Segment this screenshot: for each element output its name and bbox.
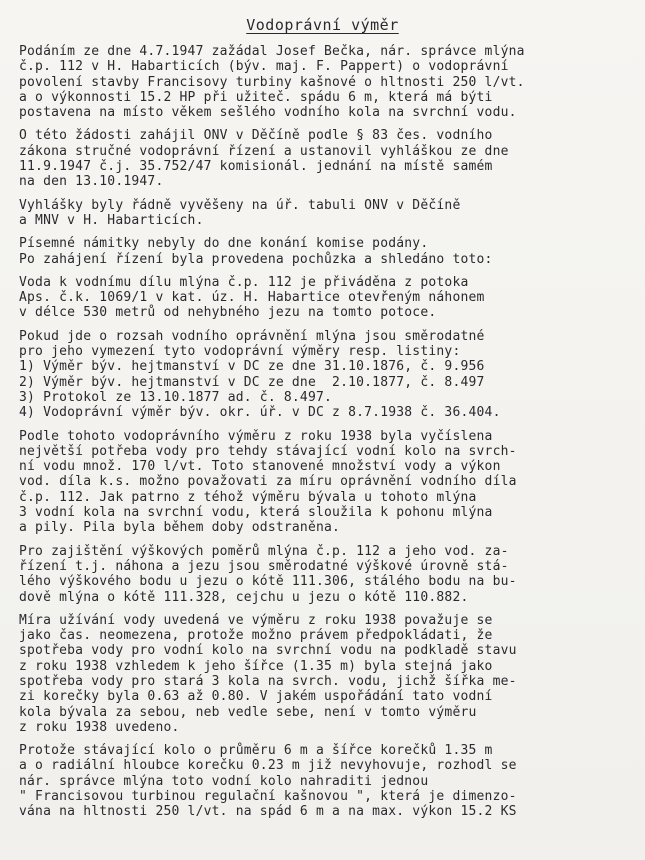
text-line: Podle tohoto vodoprávního výměru z roku 1938 byla vyčíslena xyxy=(19,428,493,444)
text-line: 4) Vodoprávní výměr býv. okr. úř. v DC z 8.7.1938 č. 36.404. xyxy=(19,405,501,421)
text-line: řízení t.j. náhona a jezu jsou směrodatné výškové úrovně stá- xyxy=(19,558,509,574)
text-line: Písemné námitky nebyly do dne konání komise podány. xyxy=(19,236,429,252)
document-title xyxy=(0,16,645,34)
text-line: nár. správce mlýna toto vodní kolo nahraditi jednou xyxy=(19,773,429,789)
text-line: Voda k vodnímu dílu mlýna č.p. 112 je přiváděna z potoka xyxy=(19,274,469,290)
paragraph xyxy=(19,236,629,267)
text-line: dově mlýna o kótě 111.328, cejchu u jezu o kótě 110.882. xyxy=(19,589,469,605)
text-line: Aps. č.k. 1069/1 v kat. úz. H. Habartice otevřeným náhonem xyxy=(19,290,485,306)
text-line: a MNV v H. Habarticích. xyxy=(19,212,204,228)
text-line: vod. díla k.s. možno považovati za míru oprávnění vodního díla xyxy=(19,474,517,490)
text-line: z roku 1938 uvedeno. xyxy=(19,719,180,735)
document-body xyxy=(19,44,629,828)
text-line: Vyhlášky byly řádně vyvěšeny na úř. tabuli ONV v Děčíně xyxy=(19,197,461,213)
text-line: v délce 530 metrů od nehybného jezu na tomto potoce. xyxy=(19,305,437,321)
text-line: Pro zajištění výškových poměrů mlýna č.p. 112 a jeho vod. za- xyxy=(19,543,509,559)
paragraph xyxy=(19,198,629,229)
text-line: a o výkonnosti 15.2 HP při užiteč. spádu 6 m, která má býti xyxy=(19,89,493,105)
text-line: a pily. Pila byla během doby odstraněna. xyxy=(19,520,341,536)
text-line: Míra užívání vody uvedená ve výměru z roku 1938 považuje se xyxy=(19,612,493,628)
text-line: O této žádosti zahájil ONV v Děčíně podle § 83 čes. vodního xyxy=(19,128,493,144)
paragraph xyxy=(19,329,629,421)
paragraph xyxy=(19,275,629,321)
text-line: Protože stávající kolo o průměru 6 m a šířce korečků 1.35 m xyxy=(19,743,493,759)
text-line: největší potřeba vody pro tehdy stávající vodní kolo na svrch- xyxy=(19,443,517,459)
text-line: jako čas. neomezena, protože možno právem předpokládati, že xyxy=(19,628,493,644)
text-line: kola bývala za sebou, neb vedle sebe, není v tomto výměru xyxy=(19,704,477,720)
paragraph xyxy=(19,613,629,735)
paragraph xyxy=(19,128,629,189)
text-line: Po zahájení řízení byla provedena pochůzka a shledáno toto: xyxy=(19,251,493,267)
text-line: 3 vodní kola na svrchní vodu, která sloužila k pohonu mlýna xyxy=(19,505,493,521)
text-line: 2) Výměr býv. hejtmanství v DC ze dne 2.10.1877, č. 8.497 xyxy=(19,374,485,390)
text-line: vána na hltnosti 250 l/vt. na spád 6 m a na max. výkon 15.2 KS xyxy=(19,804,517,820)
paragraph xyxy=(19,429,629,536)
text-line: z roku 1938 vzhledem k jeho šířce (1.35 m) byla stejná jako xyxy=(19,658,493,674)
text-line: 1) Výměr býv. hejtmanství v DC ze dne 31.10.1876, č. 9.956 xyxy=(19,359,485,375)
text-line: zi korečky byla 0.63 až 0.80. V jakém uspořádání tato vodní xyxy=(19,689,493,705)
text-line: lého výškového bodu u jezu o kótě 111.306, stálého bodu na bu- xyxy=(19,574,517,590)
text-line: na den 13.10.1947. xyxy=(19,174,164,190)
text-line: spotřeba vody pro stará 3 kola na svrch. vodu, jichž šířka me- xyxy=(19,673,517,689)
text-line: povolení stavby Francisovy turbiny kašnové o hltnosti 250 l/vt. xyxy=(19,74,525,90)
text-line: a o radiální hloubce korečku 0.23 m již nevyhovuje, rozhodl se xyxy=(19,758,517,774)
document-title-text: Vodoprávní výměr xyxy=(246,16,399,34)
text-line: " Francisovou turbinou regulační kašnovou ", která je dimenzo- xyxy=(19,789,517,805)
text-line: spotřeba vody pro vodní kolo na svrchní vodu na podkladě stavu xyxy=(19,643,517,659)
text-line: č.p. 112. Jak patrno z téhož výměru bývala u tohoto mlýna xyxy=(19,489,477,505)
text-line: postavena na místo věkem sešlého vodního kola na svrchní vodu. xyxy=(19,105,517,121)
text-line: č.p. 112 v H. Habarticích (býv. maj. F. Pappert) o vodoprávní xyxy=(19,59,509,75)
text-line: 3) Protokol ze 13.10.1877 ad. č. 8.497. xyxy=(19,389,333,405)
text-line: Podáním ze dne 4.7.1947 zažádal Josef Bečka, nár. správce mlýna xyxy=(19,44,525,59)
text-line: 11.9.1947 č.j. 35.752/47 komisionál. jednání na místě samém xyxy=(19,159,493,175)
paragraph xyxy=(19,544,629,605)
paragraph xyxy=(19,743,629,819)
paragraph xyxy=(19,44,629,120)
text-line: pro jeho vymezení tyto vodoprávní výměry resp. listiny: xyxy=(19,344,461,360)
text-line: ní vodu množ. 170 l/vt. Toto stanovené množství vody a výkon xyxy=(19,459,501,475)
text-line: zákona stručné vodoprávní řízení a ustanovil vyhláškou ze dne xyxy=(19,143,509,159)
text-line: Pokud jde o rozsah vodního oprávnění mlýna jsou směrodatné xyxy=(19,328,485,344)
